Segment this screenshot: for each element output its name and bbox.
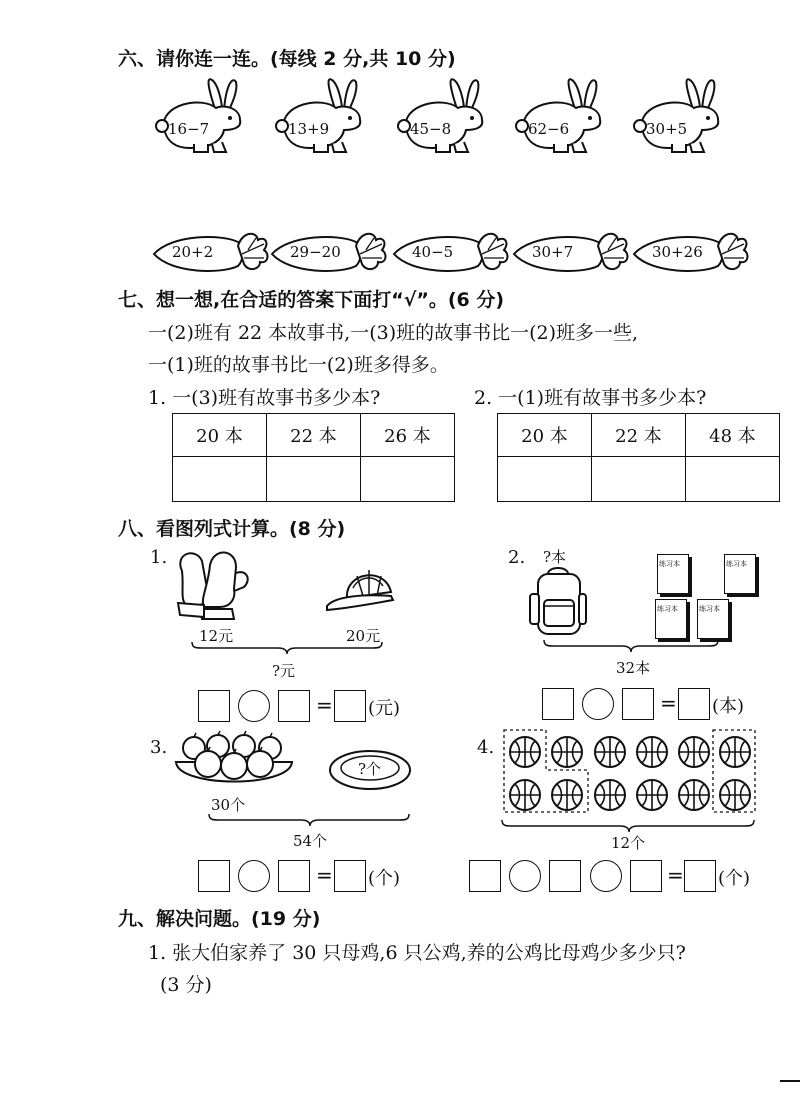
rabbit-expression: 13+9: [288, 120, 330, 138]
problem-score: (3 分): [160, 974, 212, 996]
option-cell: 22 本: [267, 414, 361, 457]
workbook-icon: [657, 554, 689, 594]
radish-card[interactable]: [632, 228, 752, 278]
answer-box[interactable]: [278, 690, 310, 722]
option-cell: 48 本: [686, 414, 780, 457]
unit-label: (个): [368, 868, 401, 889]
radish-card[interactable]: [152, 228, 272, 278]
tick-cell[interactable]: [173, 457, 267, 502]
radish-expression: 29−20: [290, 243, 341, 261]
answer-box[interactable]: [630, 860, 662, 892]
rabbit-card[interactable]: [510, 78, 610, 158]
rabbit-expression: 45−8: [410, 120, 452, 138]
basketball-icon: [593, 778, 627, 812]
answer-box[interactable]: [334, 690, 366, 722]
tick-cell[interactable]: [267, 457, 361, 502]
unit-label: (元): [368, 698, 401, 719]
radish-card[interactable]: [512, 228, 632, 278]
answer-box[interactable]: [334, 860, 366, 892]
basketball-icon: [677, 778, 711, 812]
part-label: 30个: [211, 796, 246, 814]
answer-box[interactable]: [469, 860, 501, 892]
section9-title: 九、解决问题。(19 分): [118, 908, 321, 930]
equals-sign: =: [667, 863, 684, 887]
rabbit-expression: 16−7: [168, 120, 210, 138]
workbook-label: 练习本: [726, 560, 747, 568]
unit-label: (本): [712, 696, 745, 717]
answer-box[interactable]: [684, 860, 716, 892]
basketball-icon: [635, 778, 669, 812]
answer-box[interactable]: [549, 860, 581, 892]
backpack-icon: [528, 566, 588, 638]
answer-box[interactable]: [198, 690, 230, 722]
basketball-icon: [718, 778, 752, 812]
brace-icon: [190, 640, 385, 656]
radish-expression: 40−5: [412, 243, 454, 261]
problem-1-number: 1.: [150, 547, 168, 568]
operator-circle[interactable]: [582, 688, 614, 720]
unit-label: (个): [718, 868, 751, 889]
rabbit-expression: 62−6: [528, 120, 570, 138]
price-1: 12元: [199, 627, 234, 645]
basketball-icon: [593, 735, 627, 769]
question-2: 2. 一(1)班有故事书多少本?: [474, 387, 707, 409]
basketball-icon: [718, 735, 752, 769]
problem-3-number: 3.: [150, 737, 168, 758]
workbook-label: 练习本: [657, 605, 678, 613]
problem-2-number: 2.: [508, 547, 526, 568]
workbook-label: 练习本: [659, 560, 680, 568]
plate-label: ?个: [358, 760, 382, 778]
answer-box[interactable]: [678, 688, 710, 720]
problem-text: 1. 张大伯家养了 30 只母鸡,6 只公鸡,养的公鸡比母鸡少多少只?: [148, 942, 686, 964]
rabbit-icon: [150, 78, 250, 158]
brace-icon: [207, 812, 413, 828]
basketball-icon: [677, 735, 711, 769]
equals-sign: =: [316, 863, 333, 887]
tick-cell[interactable]: [592, 457, 686, 502]
rabbit-icon: [628, 78, 728, 158]
operator-circle[interactable]: [590, 860, 622, 892]
workbook-icon: [655, 599, 687, 639]
brace-icon: [542, 638, 720, 654]
radish-card[interactable]: [270, 228, 390, 278]
section7-text-line2: 一(1)班的故事书比一(2)班多得多。: [148, 354, 449, 376]
basketball-icon: [508, 778, 542, 812]
rabbit-card[interactable]: [628, 78, 728, 158]
question-1: 1. 一(3)班有故事书多少本?: [148, 387, 381, 409]
option-cell: 26 本: [361, 414, 455, 457]
radish-expression: 20+2: [172, 243, 214, 261]
basketball-icon: [635, 735, 669, 769]
workbook-icon: [724, 554, 756, 594]
section8-title: 八、看图列式计算。(8 分): [118, 518, 346, 540]
option-cell: 20 本: [498, 414, 592, 457]
rabbit-card[interactable]: [270, 78, 370, 158]
total-label: 54个: [293, 832, 328, 850]
rabbit-card[interactable]: [392, 78, 492, 158]
basketball-icon: [550, 735, 584, 769]
option-cell: 22 本: [592, 414, 686, 457]
tick-cell[interactable]: [498, 457, 592, 502]
section7-title: 七、想一想,在合适的答案下面打“√”。(6 分): [118, 289, 505, 311]
operator-circle[interactable]: [238, 690, 270, 722]
rabbit-card[interactable]: [150, 78, 250, 158]
answer-box[interactable]: [198, 860, 230, 892]
apple-basket-icon: [172, 732, 297, 792]
price-2: 20元: [346, 627, 381, 645]
answer-box[interactable]: [278, 860, 310, 892]
option-cell: 20 本: [173, 414, 267, 457]
question-label: ?本: [543, 548, 567, 566]
total-label: ?元: [272, 662, 296, 680]
cap-icon: [325, 566, 400, 616]
workbook-label: 练习本: [699, 605, 720, 613]
rabbit-icon: [392, 78, 492, 158]
workbook-icon: [697, 599, 729, 639]
answer-box[interactable]: [622, 688, 654, 720]
radish-expression: 30+26: [652, 243, 703, 261]
section7-text-line1: 一(2)班有 22 本故事书,一(3)班的故事书比一(2)班多一些,: [148, 322, 639, 344]
basketball-icon: [550, 778, 584, 812]
total-label: 32本: [616, 659, 651, 677]
equals-sign: =: [660, 691, 677, 715]
tick-cell[interactable]: [361, 457, 455, 502]
radish-card[interactable]: [392, 228, 512, 278]
equals-sign: =: [316, 693, 333, 717]
operator-circle[interactable]: [238, 860, 270, 892]
page-edge-mark: [780, 1080, 800, 1082]
radish-expression: 30+7: [532, 243, 574, 261]
problem-4-number: 4.: [477, 737, 495, 758]
answer-table-2: [497, 413, 780, 502]
section6-title: 六、请你连一连。(每线 2 分,共 10 分): [118, 48, 456, 70]
basketball-icon: [508, 735, 542, 769]
mittens-icon: [170, 543, 260, 621]
answer-box[interactable]: [542, 688, 574, 720]
answer-table-1: [172, 413, 455, 502]
operator-circle[interactable]: [509, 860, 541, 892]
total-label: 12个: [611, 834, 646, 852]
rabbit-icon: [510, 78, 610, 158]
tick-cell[interactable]: [686, 457, 780, 502]
rabbit-icon: [270, 78, 370, 158]
rabbit-expression: 30+5: [646, 120, 688, 138]
